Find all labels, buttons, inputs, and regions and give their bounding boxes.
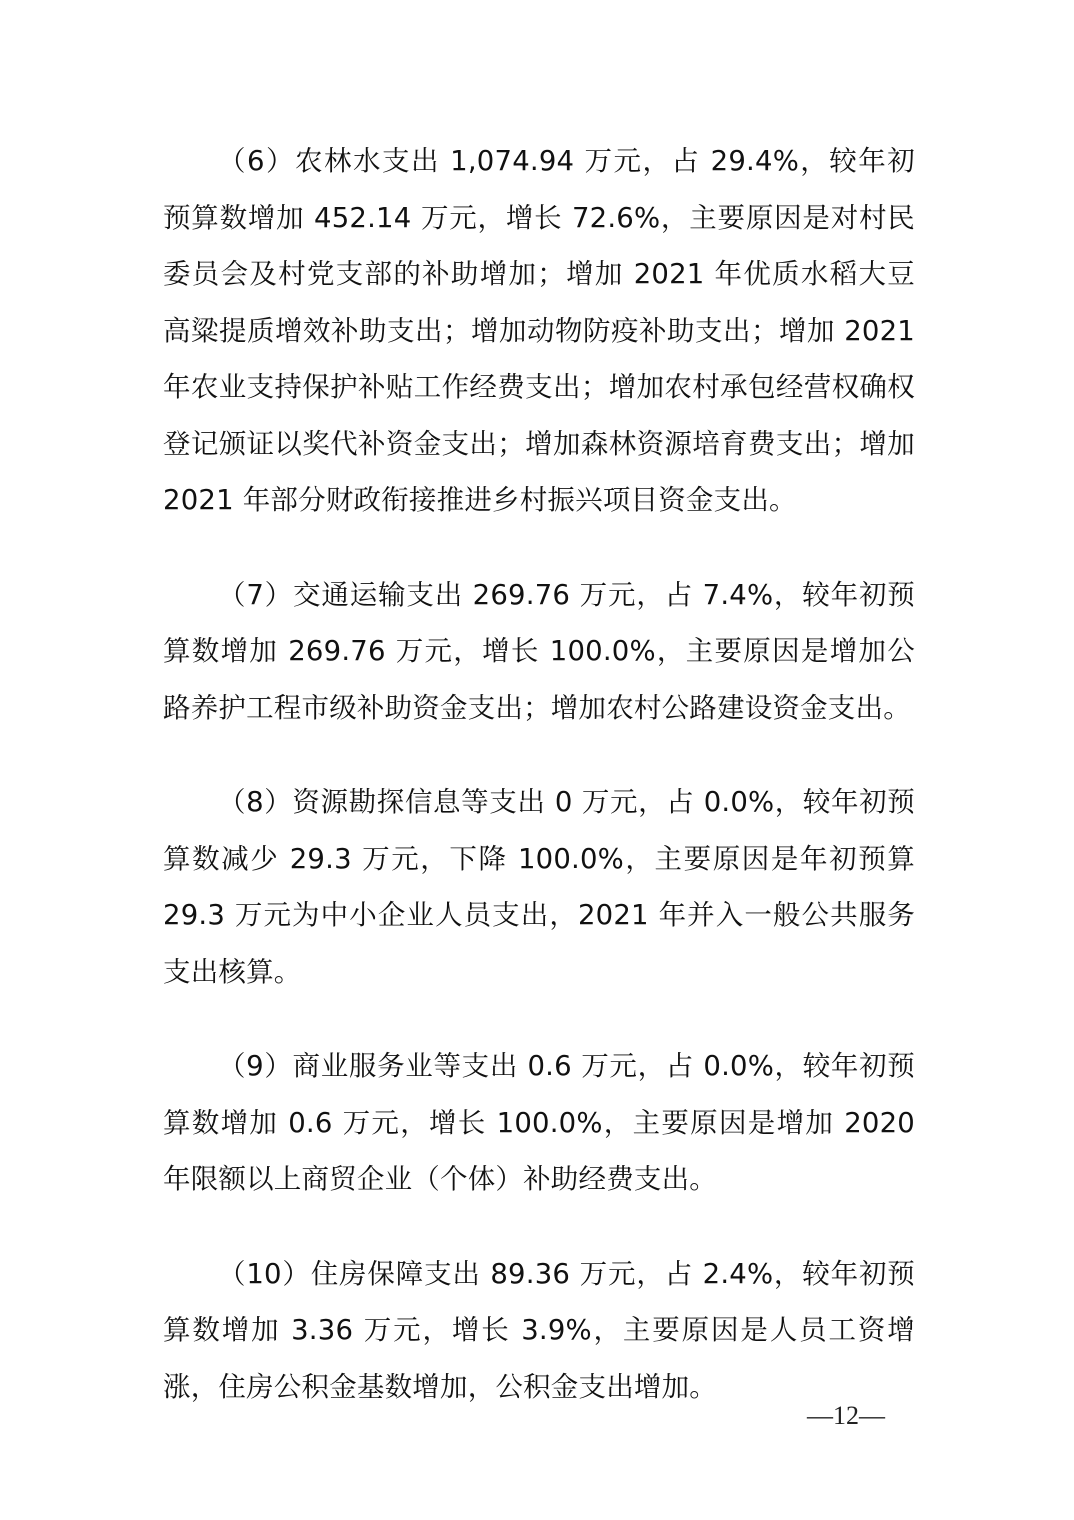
paragraph-commercial-services: （9）商业服务业等支出 0.6 万元，占 0.0%，较年初预算数增加 0.6 万元，增长 100.0%，主要原因是增加 2020 年限额以上商贸企业（个体）补助经费支出。	[163, 1050, 915, 1195]
paragraph-transportation: （7）交通运输支出 269.76 万元，占 7.4%，较年初预算数增加 269.76 万元，增长 100.0%，主要原因是增加公路养护工程市级补助资金支出；增加农村公路建设资金支出。	[163, 578, 915, 724]
paragraph-agriculture-forestry-water: （6）农林水支出 1,074.94 万元，占 29.4%，较年初预算数增加 452.14 万元，增长 72.6%，主要原因是对村民委员会及村党支部的补助增加；增加 2021 年优质水稻大豆高粱提质增效补助支出；增加动物防疫补助支出；增加 2021 年农业支持保护补贴工作经费支出；增加农村承包经营权确权登记颁证以奖代补资金支出；增加森林资源培育费支出；增加 2021 年部分财政衔接推进乡村振兴项目资金支出。	[163, 145, 915, 516]
page-number: —12—	[807, 1401, 885, 1430]
paragraph-housing-security: （10）住房保障支出 89.36 万元，占 2.4%，较年初预算数增加 3.36 万元，增长 3.9%，主要原因是人员工资增涨，住房公积金基数增加，公积金支出增加。	[163, 1257, 915, 1403]
paragraph-resource-exploration: （8）资源勘探信息等支出 0 万元，占 0.0%，较年初预算数减少 29.3 万元，下降 100.0%，主要原因是年初预算 29.3 万元为中小企业人员支出，2021 年并入一般公共服务支出核算。	[163, 786, 915, 988]
document-body	[163, 133, 915, 1453]
